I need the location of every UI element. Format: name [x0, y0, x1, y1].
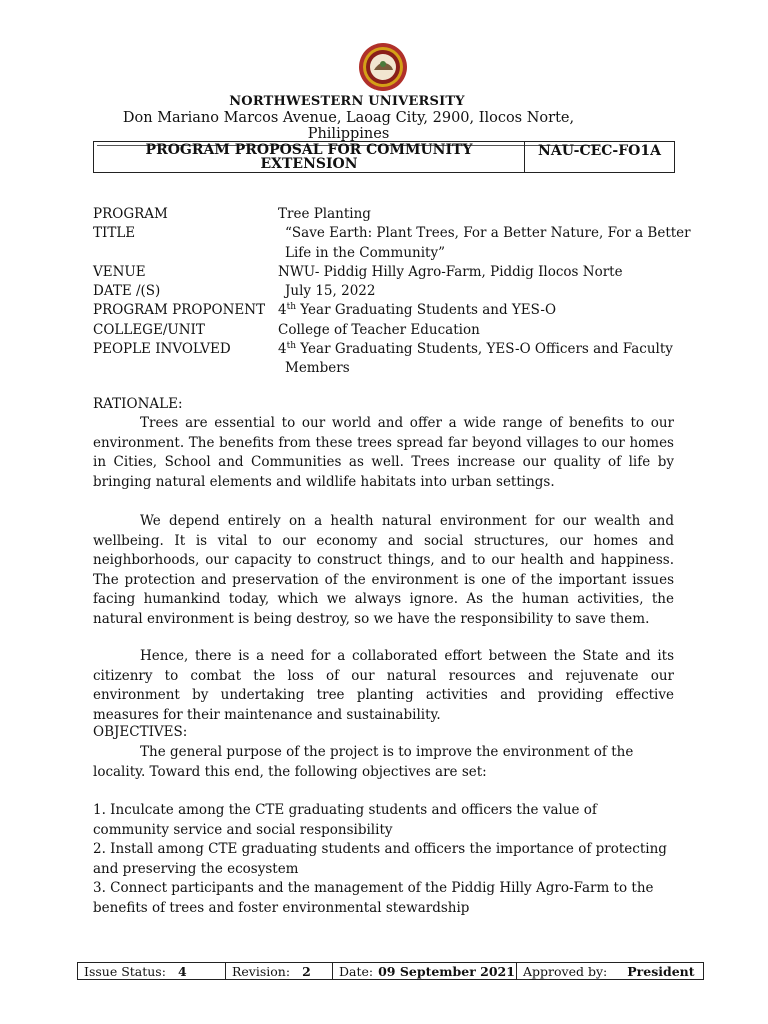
form-title [94, 142, 525, 172]
objectives-intro: The general purpose of the project is to improve the environment of the locality. Toward this end, the following objectives are set: [93, 744, 634, 780]
program-label: PROGRAM [93, 206, 168, 222]
university-seal-logo [358, 42, 408, 92]
date-value: July 15, 2022 [285, 283, 376, 300]
title-value-line2: Life in the Community” [285, 244, 445, 261]
venue-value: NWU- Piddig Hilly Agro-Farm, Piddig Ilocos Norte [278, 263, 623, 280]
university-name: NORTHWESTERN UNIVERSITY [229, 94, 465, 109]
rationale-heading: RATIONALE: [93, 396, 183, 412]
venue-label: VENUE [93, 263, 146, 280]
college-value: College of Teacher Education [278, 321, 480, 338]
date-label: DATE /(S) [93, 283, 161, 300]
rationale-paragraph-1: Trees are essential to our world and offer a wide range of benefits to our environment. The benefits from these trees spread far beyond villages to our homes in Cities, School and Communities as well. Trees increase our quality of life by bringing natural elements and wildlife habitats into urban settings. [93, 415, 674, 490]
revision-cell: Revision: 2 [226, 963, 333, 979]
objective-item: 2. Install among CTE graduating students and officers the importance of protecting and preserving the ecosystem [93, 841, 667, 877]
date-value: 09 September 2021 [378, 963, 515, 979]
date-cell: Date: 09 September 2021 [333, 963, 517, 979]
objective-item: 3. Connect participants and the management of the Piddig Hilly Agro-Farm to the benefits of trees and foster environmental stewardship [93, 880, 654, 916]
form-header-box [93, 141, 675, 173]
objectives-heading: OBJECTIVES: [93, 724, 188, 740]
approved-by-cell: Approved by: President [523, 963, 695, 979]
program-value: Tree Planting [278, 206, 371, 222]
form-title-line1: PROGRAM PROPOSAL FOR COMMUNITY [145, 142, 473, 158]
people-label: PEOPLE INVOLVED [93, 341, 231, 358]
university-address: Don Mariano Marcos Avenue, Laoag City, 2900, Ilocos Norte, Philippines [97, 110, 600, 146]
rationale-paragraph-2: We depend entirely on a health natural environment for our wealth and wellbeing. It is vital to our economy and social structures, our homes and neighborhoods, our capacity to construct things, and to our health and happiness. The protection and preservation of the environment is one of the important issues facing humankind today, which we always ignore. As the human activities, the natural environment is being destroy, so we have the responsibility to save them. [93, 513, 674, 627]
people-value: 4th Year Graduating Students, YES-O Officers and Faculty [278, 341, 673, 358]
approved-by-value: President [627, 963, 695, 979]
revision-value: 2 [302, 963, 311, 979]
form-title-line2: EXTENSION [260, 156, 358, 172]
issue-status-cell: Issue Status: 4 [78, 963, 226, 979]
title-label: TITLE [93, 225, 136, 242]
rationale-paragraph-3: Hence, there is a need for a collaborated effort between the State and its citizenry to combat the loss of our natural resources and rejuvenate our environment by undertaking tree planting activities and providing effective measures for their maintenance and sustainability. [93, 648, 674, 723]
title-value-line1: “Save Earth: Plant Trees, For a Better Nature, For a Better [285, 225, 691, 242]
objective-item: 1. Inculcate among the CTE graduating students and officers the value of community service and social responsibility [93, 802, 597, 838]
proponent-value: 4th Year Graduating Students and YES-O [278, 302, 557, 319]
people-value-line2: Members [285, 360, 350, 377]
proponent-label: PROGRAM PROPONENT [93, 302, 266, 319]
form-code: NAU-CEC-FO1A [538, 143, 661, 159]
college-label: COLLEGE/UNIT [93, 321, 205, 338]
document-control-footer [77, 962, 704, 980]
issue-status-value: 4 [177, 963, 187, 979]
